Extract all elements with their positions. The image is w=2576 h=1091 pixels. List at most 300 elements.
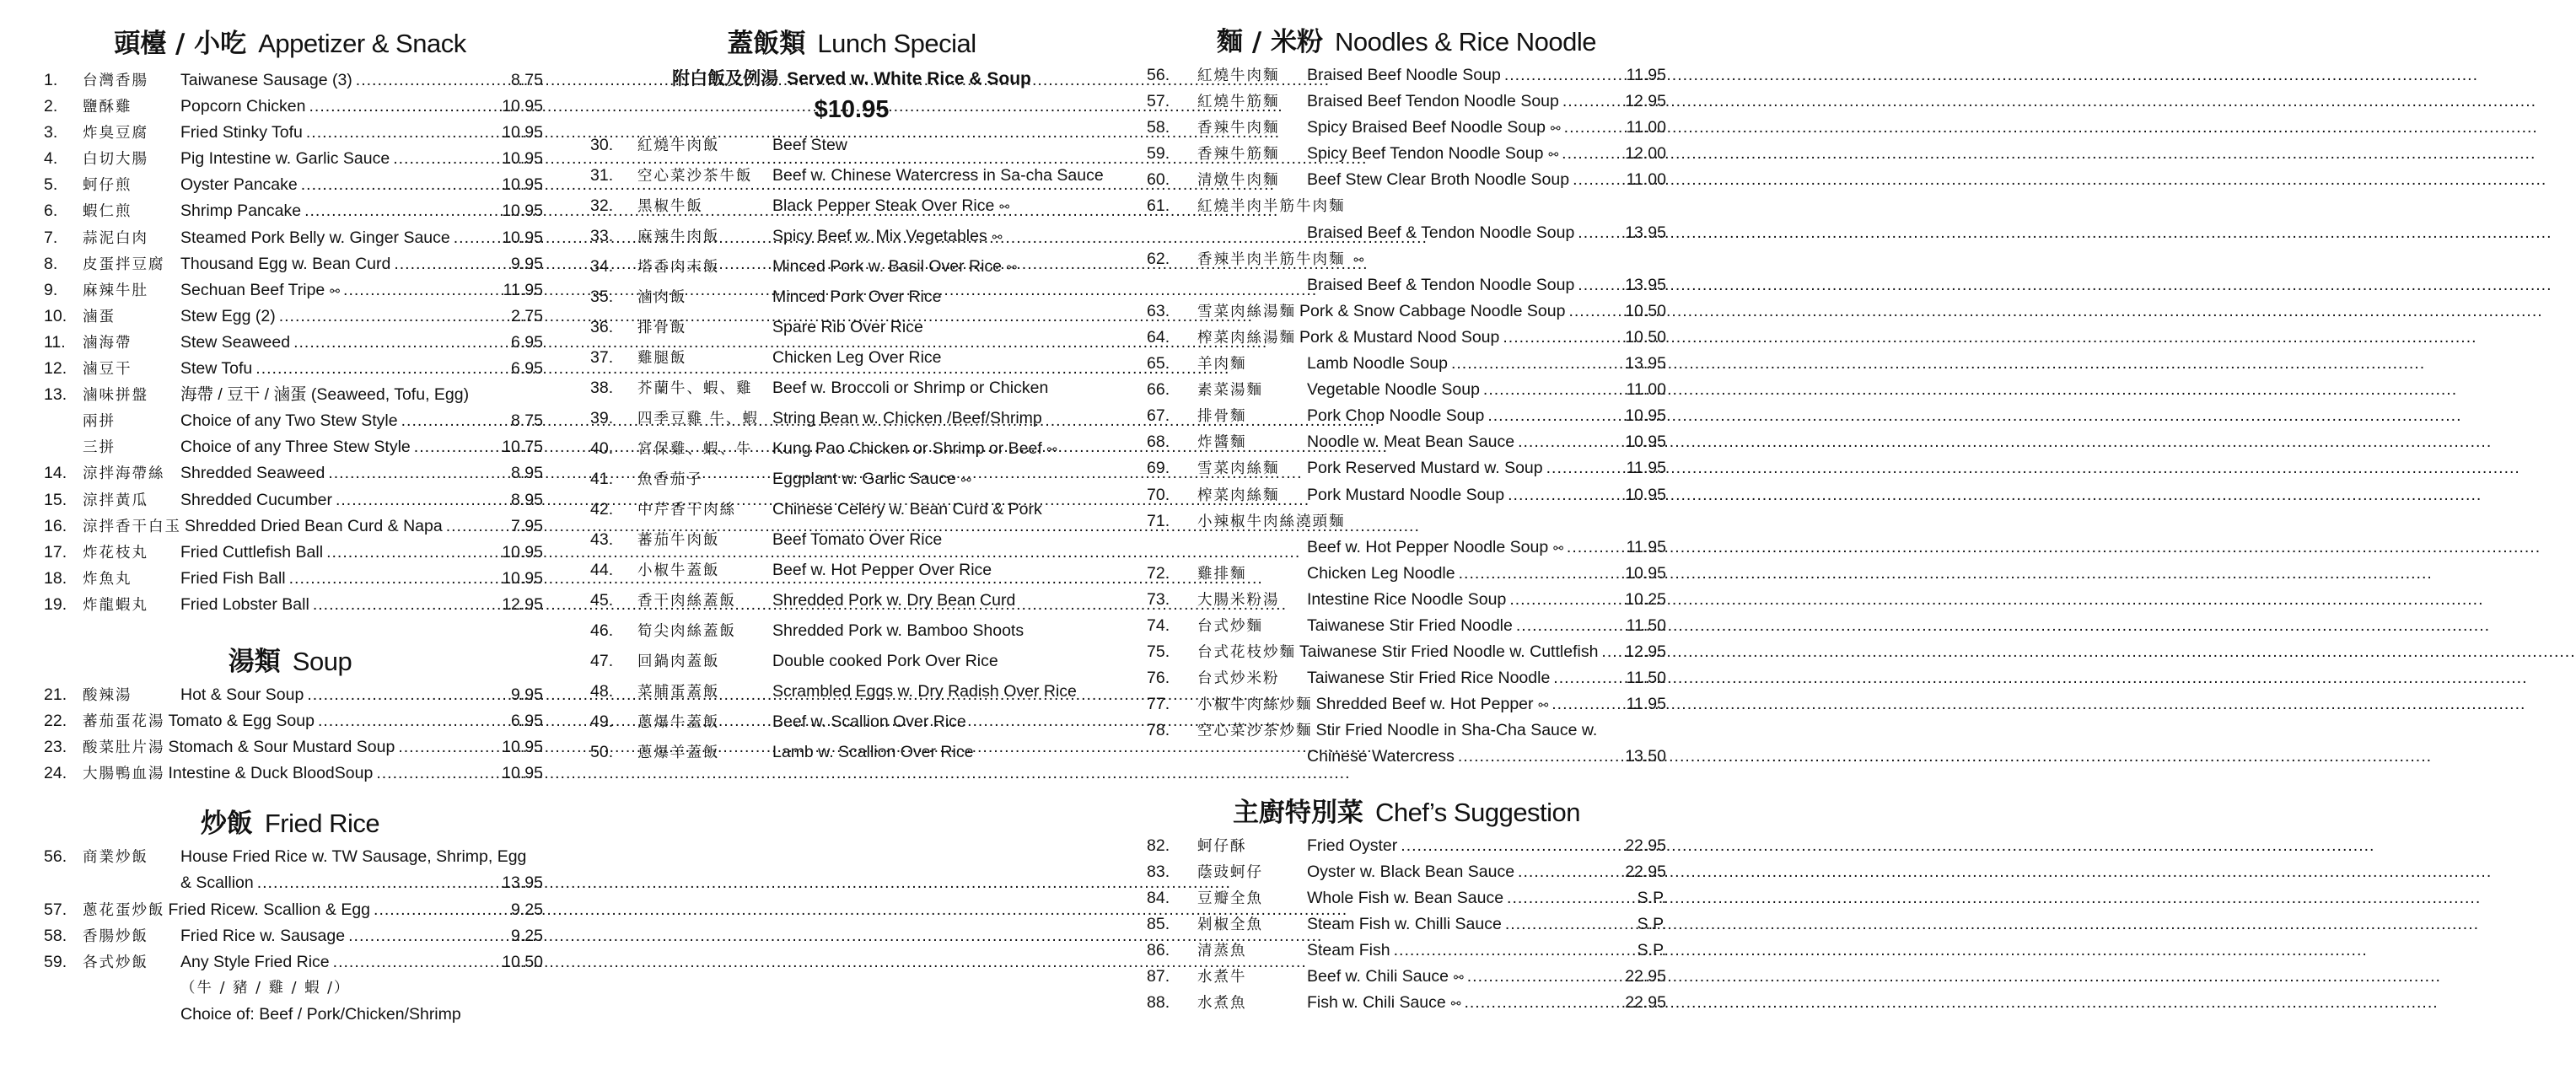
menu-sub-item — [37, 434, 543, 460]
item-price: 10.25 — [1625, 589, 1666, 609]
item-name-en: Intestine & Duck BloodSoup — [168, 764, 374, 783]
leader-dots — [1464, 990, 1621, 1016]
leader-dots — [1601, 639, 1621, 665]
item-number: 5. — [44, 175, 58, 195]
item-name-zh: 酸菜肚片湯 — [83, 739, 165, 757]
menu-item — [1147, 938, 1666, 964]
item-name-en: Thousand Egg w. Bean Curd — [180, 254, 391, 273]
item-price: 10.95 — [502, 97, 543, 116]
item-number: 70. — [1147, 485, 1170, 504]
item-number: 62. — [1147, 249, 1170, 268]
item-name-zh: 涼拌黃瓜 — [83, 492, 148, 509]
menu-item — [37, 566, 543, 592]
item-price: 9.25 — [511, 926, 543, 945]
item-name-en: Fried Rice w. Sausage — [180, 926, 346, 945]
menu-item — [590, 464, 1113, 494]
menu-item — [1147, 990, 1666, 1016]
item-name-en: Minced Pork w. Basil Over Rice — [772, 257, 1003, 276]
item-price: 10.95 — [502, 568, 543, 588]
leader-dots — [1567, 535, 1623, 561]
leader-dots — [1503, 325, 1621, 351]
item-name-zh: 剁椒全魚 — [1197, 916, 1263, 933]
pepper-icon: ⚯ — [960, 473, 971, 486]
item-name-zh: 雞排麵 — [1197, 565, 1247, 583]
menu-item — [37, 923, 543, 949]
item-number: 74. — [1147, 615, 1170, 635]
menu-item — [590, 282, 1113, 312]
item-price: 10.95 — [1625, 563, 1666, 583]
leader-dots — [394, 251, 508, 277]
menu-item — [1147, 561, 1666, 587]
item-price: 13.95 — [1625, 223, 1666, 242]
menu-item — [1147, 377, 1666, 403]
leader-dots — [301, 172, 498, 198]
item-number: 35. — [590, 288, 614, 306]
item-name-en: Beef w. Hot Pepper Over Rice — [772, 561, 992, 579]
item-number: 38. — [590, 379, 614, 397]
item-number: 4. — [44, 149, 58, 169]
menu-item-continued — [1147, 535, 1666, 561]
menu-item-continued — [37, 870, 543, 896]
pepper-icon: ⚯ — [1548, 148, 1559, 162]
item-number: 58. — [1147, 118, 1170, 137]
item-name-en: Stew Egg (2) — [180, 306, 276, 325]
item-number: 46. — [590, 621, 614, 640]
item-price: 10.95 — [502, 542, 543, 562]
item-name-zh: 鹽酥雞 — [83, 99, 132, 116]
item-name-en: Minced Pork Over Rice — [772, 288, 942, 306]
pepper-icon: ⚯ — [999, 200, 1010, 213]
item-name-zh: 炸魚丸 — [83, 570, 132, 588]
item-name-en: Pig Intestine w. Garlic Sauce — [180, 149, 390, 169]
item-number: 88. — [1147, 993, 1170, 1013]
item-price: 11.95 — [1626, 66, 1666, 84]
fried-rice-title-zh: 炒飯 — [200, 809, 253, 840]
item-name-en: Fried Fish Ball — [180, 568, 286, 588]
menu-item — [37, 897, 543, 923]
item-number: 61. — [1147, 196, 1170, 216]
item-name-en: Beef w. Chili Sauce — [1307, 967, 1449, 986]
leader-dots — [304, 198, 498, 224]
leader-dots — [1568, 298, 1621, 325]
item-name-zh: 蔭豉蚵仔 — [1197, 863, 1263, 881]
menu-item — [1147, 62, 1666, 89]
leader-dots — [348, 923, 508, 949]
item-name-en: Fried Cuttlefish Ball — [180, 542, 324, 562]
leader-dots — [414, 434, 498, 460]
item-name-en: Taiwanese Stir Fried Rice Noodle — [1307, 669, 1551, 688]
menu-item — [1147, 833, 1666, 859]
item-number: 33. — [590, 227, 614, 245]
item-number: 17. — [44, 542, 67, 562]
item-number: 39. — [590, 409, 614, 427]
item-name-zh: 麻辣牛肉飯 — [637, 228, 720, 245]
menu-item — [1147, 587, 1666, 613]
item-number: 36. — [590, 318, 614, 336]
leader-dots — [356, 67, 508, 94]
item-number: 16. — [44, 516, 67, 535]
item-name-zh: 小椒牛肉絲炒麵 — [1197, 696, 1313, 714]
item-number: 2. — [44, 97, 58, 116]
item-name-en: Taiwanese Stir Fried Noodle w. Cuttlefish — [1299, 642, 1599, 662]
leader-dots — [374, 897, 508, 923]
item-name-zh: 蔥花蛋炒飯 — [83, 901, 165, 919]
item-name-en: Shredded Dried Bean Curd & Napa — [185, 516, 443, 535]
soup-title — [37, 642, 543, 682]
menu-item — [590, 160, 1113, 191]
item-name-zh: 魚香茄子 — [637, 471, 703, 488]
pepper-icon: ⚯ — [1553, 540, 1563, 555]
item-name-en: Fried Ricew. Scallion & Egg — [168, 900, 371, 919]
menu-item — [37, 513, 543, 540]
item-name-en: Noodle w. Meat Bean Sauce — [1307, 433, 1515, 452]
item-name-zh: 雞腿飯 — [637, 350, 687, 367]
item-name-zh: 黑椒牛飯 — [637, 198, 703, 215]
item-price: 10.95 — [502, 764, 543, 783]
item-price: 11.00 — [1626, 170, 1666, 190]
item-name-zh: 榨菜肉絲麵 — [1197, 486, 1280, 504]
menu-item — [37, 949, 543, 975]
item-number: 10. — [44, 306, 67, 325]
middle-column — [590, 0, 1113, 767]
item-price: 10.95 — [502, 738, 543, 757]
item-number: 69. — [1147, 459, 1170, 478]
item-name-en: Pork & Mustard Nood Soup — [1299, 327, 1500, 347]
item-name-zh: 酸辣湯 — [83, 686, 132, 704]
item-name-en: Chicken Leg Noodle — [1307, 563, 1455, 583]
menu-item — [590, 524, 1113, 555]
noodles-list — [1147, 62, 1666, 771]
item-name-zh: 雪菜肉絲湯麵 — [1197, 303, 1296, 320]
item-name-zh: 紅燒半肉半筋牛肉麵 — [1197, 198, 1346, 216]
menu-item — [1147, 115, 1666, 141]
menu-item — [37, 487, 543, 513]
menu-item-continued — [37, 1002, 543, 1028]
item-name-zh: 香干肉絲蓋飯 — [637, 593, 736, 610]
item-name-zh: 排骨麵 — [1197, 408, 1247, 426]
leader-dots — [257, 870, 498, 896]
item-price: 11.95 — [1626, 695, 1666, 714]
item-name-zh: 小椒牛蓋飯 — [637, 562, 720, 579]
item-name-en: Taiwanese Stir Fried Noodle — [1307, 615, 1513, 635]
leader-dots — [1507, 885, 1634, 911]
item-name-zh: 白切大腸 — [83, 151, 148, 169]
item-name-en: Steam Fish — [1307, 940, 1390, 959]
item-price: 10.95 — [502, 149, 543, 169]
item-number: 59. — [1147, 144, 1170, 164]
item-name-zh: 清燉牛肉麵 — [1197, 172, 1280, 190]
menu-item — [1147, 482, 1666, 508]
item-price: 6.95 — [511, 359, 543, 379]
menu-item — [590, 312, 1113, 342]
item-price: 11.50 — [1626, 615, 1666, 635]
item-number: 68. — [1147, 433, 1170, 452]
item-name-en: Beef w. Scallion Over Rice — [772, 712, 966, 731]
item-price: 10.95 — [502, 175, 543, 195]
item-name-zh: 商業炒飯 — [83, 849, 148, 867]
item-name-zh: 涼拌香干白玉 — [83, 518, 181, 535]
menu-item — [1147, 964, 1666, 990]
item-name-en: Chinese Watercress — [1307, 747, 1455, 766]
item-name-zh: 四季豆雞 牛、蝦 — [637, 411, 760, 427]
item-name-zh: 滷海帶 — [83, 334, 132, 352]
menu-item — [590, 433, 1113, 464]
item-name-en: Any Style Fried Rice — [180, 952, 330, 971]
item-price: 11.95 — [1626, 459, 1666, 478]
item-number: 12. — [44, 359, 67, 379]
menu-item — [1147, 141, 1666, 167]
item-name-en: & Scallion — [180, 873, 254, 893]
menu-item — [590, 585, 1113, 615]
leader-dots — [446, 513, 508, 540]
leader-dots — [1564, 115, 1623, 141]
menu-item — [37, 198, 543, 224]
noodles-title-zh: 麵 / 米粉 — [1217, 27, 1323, 57]
item-number: 34. — [590, 257, 614, 276]
leader-dots — [326, 540, 498, 566]
item-name-en: Spicy Braised Beef Noodle Soup — [1307, 118, 1546, 137]
item-name-en: Stew Tofu — [180, 359, 253, 379]
menu-item — [37, 540, 543, 566]
item-price: 8.95 — [511, 464, 543, 483]
item-name-zh: 紅燒牛筋麵 — [1197, 94, 1280, 111]
item-name-en: Fried Stinky Tofu — [180, 123, 303, 142]
leader-dots — [1546, 455, 1623, 481]
item-name-zh: 蚵仔煎 — [83, 177, 132, 195]
menu-sub-item — [37, 408, 543, 434]
item-number: 9. — [44, 280, 58, 299]
item-name-zh: 滷肉飯 — [637, 289, 687, 306]
menu-item — [37, 382, 543, 408]
item-number: 21. — [44, 685, 67, 704]
item-name-en: Pork & Snow Cabbage Noodle Soup — [1299, 301, 1566, 320]
item-price: 11.95 — [1626, 537, 1666, 556]
item-name-zh: 台灣香腸 — [83, 73, 148, 89]
item-name-en: Hot & Sour Soup — [180, 685, 304, 704]
leader-dots — [1509, 587, 1621, 613]
item-number: 58. — [44, 926, 67, 945]
item-number: 83. — [1147, 862, 1170, 881]
item-number: 7. — [44, 228, 58, 247]
item-number: 82. — [1147, 836, 1170, 855]
item-name-en: Pork Chop Noodle Soup — [1307, 406, 1485, 426]
item-name-zh: 蕃茄牛肉飯 — [637, 532, 720, 549]
leader-dots — [1451, 351, 1621, 377]
menu-item-continued — [37, 975, 543, 1002]
item-price: 10.95 — [502, 228, 543, 247]
item-name-en: Pork Mustard Noodle Soup — [1307, 485, 1505, 504]
menu-item — [590, 707, 1113, 737]
leader-dots — [343, 277, 500, 304]
item-name-en: Steamed Pork Belly w. Ginger Sauce — [180, 228, 450, 247]
menu-item — [590, 373, 1113, 403]
menu-item — [590, 403, 1113, 433]
leader-dots — [1552, 691, 1622, 717]
item-name-en: Oyster w. Black Bean Sauce — [1307, 862, 1515, 881]
item-name-en: Vegetable Noodle Soup — [1307, 380, 1480, 400]
item-name-en: Taiwanese Sausage (3) — [180, 71, 352, 89]
item-name-en: Steam Fish w. Chilli Sauce — [1307, 914, 1502, 933]
leader-dots — [333, 949, 499, 975]
menu-item — [590, 555, 1113, 585]
item-name-zh: 兩拼 — [83, 413, 116, 431]
lunch-title-en: Lunch Special — [817, 29, 976, 58]
item-number: 84. — [1147, 888, 1170, 907]
item-price: 10.95 — [1625, 433, 1666, 452]
item-name-en: House Fried Rice w. TW Sausage, Shrimp, Egg — [180, 847, 527, 867]
item-name-zh: 蔥爆牛蓋飯 — [637, 714, 720, 731]
leader-dots — [313, 592, 498, 618]
leader-dots — [1553, 665, 1622, 691]
item-number: 75. — [1147, 642, 1170, 662]
menu-item — [37, 94, 543, 120]
item-name-zh: 中芹香干肉絲 — [637, 502, 736, 519]
menu-item — [1147, 89, 1666, 115]
lunch-list — [590, 130, 1113, 767]
item-name-en: Lamb w. Scallion Over Rice — [772, 743, 974, 761]
item-name-zh: 空心菜沙茶炒麵 — [1197, 723, 1313, 740]
item-price: 12.95 — [1625, 92, 1666, 111]
item-name-zh: 台式花枝炒麵 — [1197, 644, 1296, 662]
menu-item-continued — [1147, 744, 1666, 770]
item-name-en: Fried Oyster — [1307, 836, 1398, 855]
fried-rice-list — [37, 844, 543, 1028]
pepper-icon: ⚯ — [1454, 970, 1464, 984]
item-name-zh: 蚵仔酥 — [1197, 837, 1247, 855]
menu-item — [37, 120, 543, 146]
item-price: 22.95 — [1625, 993, 1666, 1013]
item-name-zh: 水煮魚 — [1197, 995, 1247, 1013]
leader-dots — [401, 408, 508, 434]
leader-dots — [393, 146, 498, 172]
item-name-zh: 筍尖肉絲蓋飯 — [637, 623, 736, 640]
item-name-en: Stir Fried Noodle in Sha-Cha Sauce w. — [1315, 721, 1598, 740]
item-price: 8.75 — [511, 71, 543, 89]
item-price: 22.95 — [1625, 862, 1666, 881]
leader-dots — [1518, 429, 1621, 455]
item-number: 30. — [590, 136, 614, 154]
menu-item — [37, 146, 543, 172]
leader-dots — [309, 94, 499, 120]
item-number: 14. — [44, 464, 67, 483]
item-number: 40. — [590, 439, 614, 458]
appetizer-title — [37, 24, 543, 64]
item-price: 7.95 — [511, 516, 543, 535]
chef-title-zh: 主廚特別菜 — [1232, 797, 1363, 828]
item-price: 13.95 — [502, 873, 543, 893]
menu-item — [37, 734, 543, 760]
item-number: 8. — [44, 254, 58, 273]
leader-dots — [1394, 938, 1634, 964]
item-number: 67. — [1147, 406, 1170, 426]
item-price: S.P. — [1637, 914, 1666, 933]
menu-item — [37, 682, 543, 708]
item-name-zh: 滷豆干 — [83, 361, 132, 379]
item-name-en: Braised Beef Noodle Soup — [1307, 66, 1501, 84]
lunch-subtitle-zh: 附白飯及例湯 — [672, 68, 779, 89]
item-name-zh: 大腸米粉湯 — [1197, 591, 1280, 609]
menu-item — [590, 191, 1113, 221]
leader-dots — [1505, 911, 1634, 938]
item-name-en: Fish w. Chili Sauce — [1307, 993, 1446, 1013]
item-name-en: Beef Tomato Over Rice — [772, 530, 943, 549]
item-name-en: Beef Stew — [772, 136, 847, 154]
pepper-icon: ⚯ — [330, 283, 341, 298]
item-name-en: Oyster Pancake — [180, 175, 298, 195]
item-name-zh: 紅燒牛肉麵 — [1197, 67, 1280, 84]
item-name-zh: 素菜湯麵 — [1197, 382, 1263, 400]
item-name-zh: 滷蛋 — [83, 308, 116, 325]
menu-item — [590, 494, 1113, 524]
menu-item — [1147, 639, 1666, 665]
item-name-zh: 香辣半肉半筋牛肉麵 — [1197, 250, 1346, 268]
item-name-en: Braised Beef Tendon Noodle Soup — [1307, 92, 1559, 111]
item-name-zh: 香腸炒飯 — [83, 927, 148, 945]
item-name-zh: 豆瓣全魚 — [1197, 889, 1263, 907]
menu-item — [590, 676, 1113, 707]
menu-item — [1147, 193, 1666, 219]
item-name-zh: 榨菜肉絲湯麵 — [1197, 329, 1296, 347]
item-name-en: Beef w. Hot Pepper Noodle Soup — [1307, 537, 1549, 556]
item-price: 9.25 — [511, 900, 543, 919]
lunch-title-zh: 蓋飯類 — [727, 29, 806, 59]
menu-item — [590, 221, 1113, 251]
appetizer-list — [37, 67, 543, 618]
item-number: 42. — [590, 500, 614, 519]
item-price: 10.50 — [1625, 327, 1666, 347]
menu-item-continued — [1147, 220, 1666, 246]
menu-item — [1147, 351, 1666, 377]
item-number: 18. — [44, 568, 67, 588]
item-name-en: Eggplant w. Garlic Sauce — [772, 470, 956, 488]
item-number: 1. — [44, 71, 58, 89]
item-name-zh: 水煮牛 — [1197, 969, 1247, 986]
item-name-zh: 台式炒麵 — [1197, 617, 1263, 635]
menu-item — [37, 708, 543, 734]
item-price: 10.75 — [502, 438, 543, 457]
item-name-zh: 台式炒米粉 — [1197, 670, 1280, 688]
item-number: 72. — [1147, 563, 1170, 583]
pepper-icon: ⚯ — [1046, 443, 1057, 456]
leader-dots — [1516, 613, 1623, 639]
item-price: 22.95 — [1625, 836, 1666, 855]
item-number: 56. — [1147, 66, 1170, 84]
menu-item — [37, 251, 543, 277]
item-price: 6.95 — [511, 712, 543, 731]
item-name-en: Sechuan Beef Tripe — [180, 280, 325, 299]
pepper-icon: ⚯ — [1353, 252, 1364, 266]
item-name-en: Double cooked Pork Over Rice — [772, 652, 998, 670]
item-name-en: Spare Rib Over Rice — [772, 318, 923, 336]
item-number: 59. — [44, 952, 67, 971]
leader-dots — [336, 487, 508, 513]
item-price: 9.95 — [511, 685, 543, 704]
item-name-en: Beef Stew Clear Broth Noodle Soup — [1307, 170, 1570, 190]
item-name-en: Choice of any Three Stew Style — [180, 438, 411, 457]
item-name-en: Shredded Pork w. Dry Bean Curd — [772, 591, 1016, 610]
menu-item — [1147, 429, 1666, 455]
menu-item — [590, 737, 1113, 767]
menu-item — [1147, 298, 1666, 325]
item-name-zh: 清蒸魚 — [1197, 942, 1247, 959]
item-name-en: Tomato & Egg Soup — [168, 712, 315, 731]
menu-item — [590, 130, 1113, 160]
lunch-subtitle-en: Served w. White Rice & Soup — [787, 69, 1031, 89]
chef-list — [1147, 833, 1666, 1017]
menu-item — [37, 760, 543, 787]
menu-item — [590, 342, 1113, 373]
item-name-en: Black Pepper Steak Over Rice — [772, 196, 995, 215]
